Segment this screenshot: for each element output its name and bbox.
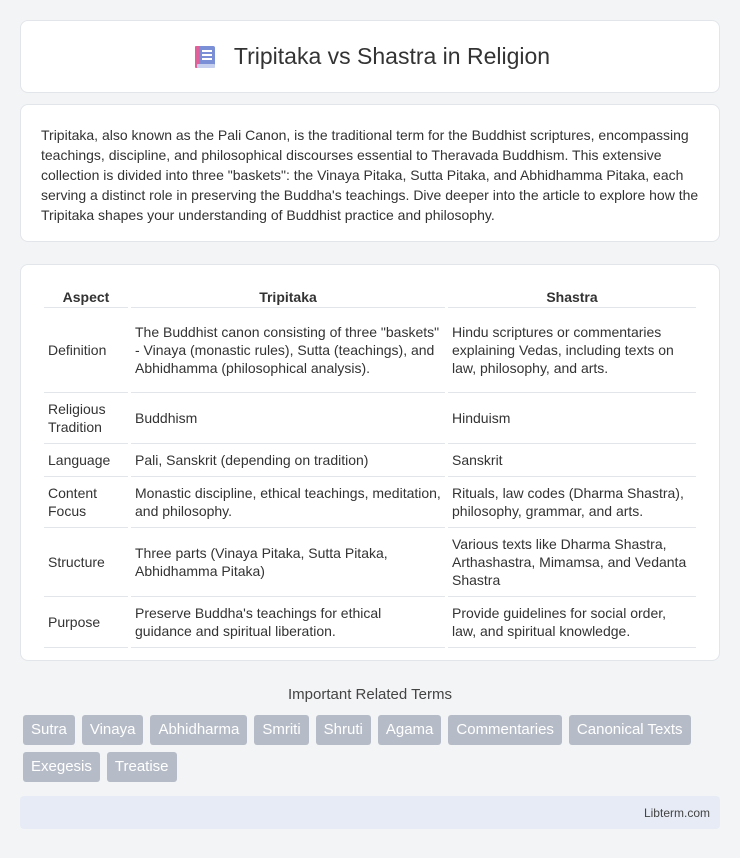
- header-aspect: Aspect: [44, 283, 128, 308]
- comparison-table-card: [20, 264, 720, 661]
- table-row: [44, 308, 696, 393]
- table-row: [44, 528, 696, 597]
- aspect-cell: Structure: [44, 528, 128, 597]
- shastra-cell: Hindu scriptures or commentaries explaining Vedas, including texts on law, philosophy, and arts.: [448, 308, 696, 393]
- book-stack-icon: [190, 42, 220, 72]
- related-terms-section: [20, 686, 720, 782]
- comparison-table: [41, 283, 699, 648]
- related-terms-tags: [20, 715, 720, 782]
- tag-abhidharma[interactable]: Abhidharma: [150, 715, 247, 745]
- aspect-cell: Definition: [44, 308, 128, 393]
- aspect-cell: Content Focus: [44, 477, 128, 528]
- tag-vinaya[interactable]: Vinaya: [82, 715, 144, 745]
- table-row: [44, 477, 696, 528]
- table-header-row: [44, 283, 696, 308]
- tripitaka-cell: Preserve Buddha's teachings for ethical guidance and spiritual liberation.: [131, 597, 445, 648]
- aspect-cell: Religious Tradition: [44, 393, 128, 444]
- shastra-cell: Sanskrit: [448, 444, 696, 477]
- tripitaka-cell: Buddhism: [131, 393, 445, 444]
- page-title: Tripitaka vs Shastra in Religion: [233, 43, 551, 69]
- header-shastra: Shastra: [448, 283, 696, 308]
- tripitaka-cell: Three parts (Vinaya Pitaka, Sutta Pitaka, Abhidhamma Pitaka): [131, 528, 445, 597]
- shastra-cell: Provide guidelines for social order, law, and spiritual knowledge.: [448, 597, 696, 648]
- footer-site-link[interactable]: Libterm.com: [643, 805, 710, 820]
- table-row: [44, 444, 696, 477]
- aspect-cell: Purpose: [44, 597, 128, 648]
- tag-agama[interactable]: Agama: [378, 715, 442, 745]
- intro-text: Tripitaka, also known as the Pali Canon, is the traditional term for the Buddhist scriptures, encompassing teachings, discipline, and philosophical discourses essential to Theravada Buddhism. This extensive collection is divided into three "baskets": the Vinaya Pitaka, Sutta Pitaka, and Abhidhamma Pitaka, each serving a distinct role in preserving the Buddha's teachings. Dive deeper into the article to explore how the Tripitaka shapes your understanding of Buddhist practice and philosophy.: [41, 127, 699, 223]
- tripitaka-cell: Pali, Sanskrit (depending on tradition): [131, 444, 445, 477]
- tag-treatise[interactable]: Treatise: [107, 752, 177, 782]
- tag-commentaries[interactable]: Commentaries: [448, 715, 562, 745]
- header-tripitaka: Tripitaka: [131, 283, 445, 308]
- tag-sutra[interactable]: Sutra: [23, 715, 75, 745]
- footer: [20, 796, 720, 829]
- tag-canonical-texts[interactable]: Canonical Texts: [569, 715, 691, 745]
- shastra-cell: Hinduism: [448, 393, 696, 444]
- shastra-cell: Rituals, law codes (Dharma Shastra), philosophy, grammar, and arts.: [448, 477, 696, 528]
- tag-smriti[interactable]: Smriti: [254, 715, 308, 745]
- tripitaka-cell: The Buddhist canon consisting of three "baskets" - Vinaya (monastic rules), Sutta (teachings), and Abhidhamma (philosophical analysis).: [131, 308, 445, 393]
- tag-shruti[interactable]: Shruti: [316, 715, 371, 745]
- related-terms-title: Important Related Terms: [288, 686, 452, 703]
- tripitaka-cell: Monastic discipline, ethical teachings, meditation, and philosophy.: [131, 477, 445, 528]
- intro-card: [20, 104, 720, 242]
- table-row: [44, 597, 696, 648]
- table-row: [44, 393, 696, 444]
- shastra-cell: Various texts like Dharma Shastra, Arthashastra, Mimamsa, and Vedanta Shastra: [448, 528, 696, 597]
- aspect-cell: Language: [44, 444, 128, 477]
- title-card: [20, 20, 720, 93]
- tag-exegesis[interactable]: Exegesis: [23, 752, 100, 782]
